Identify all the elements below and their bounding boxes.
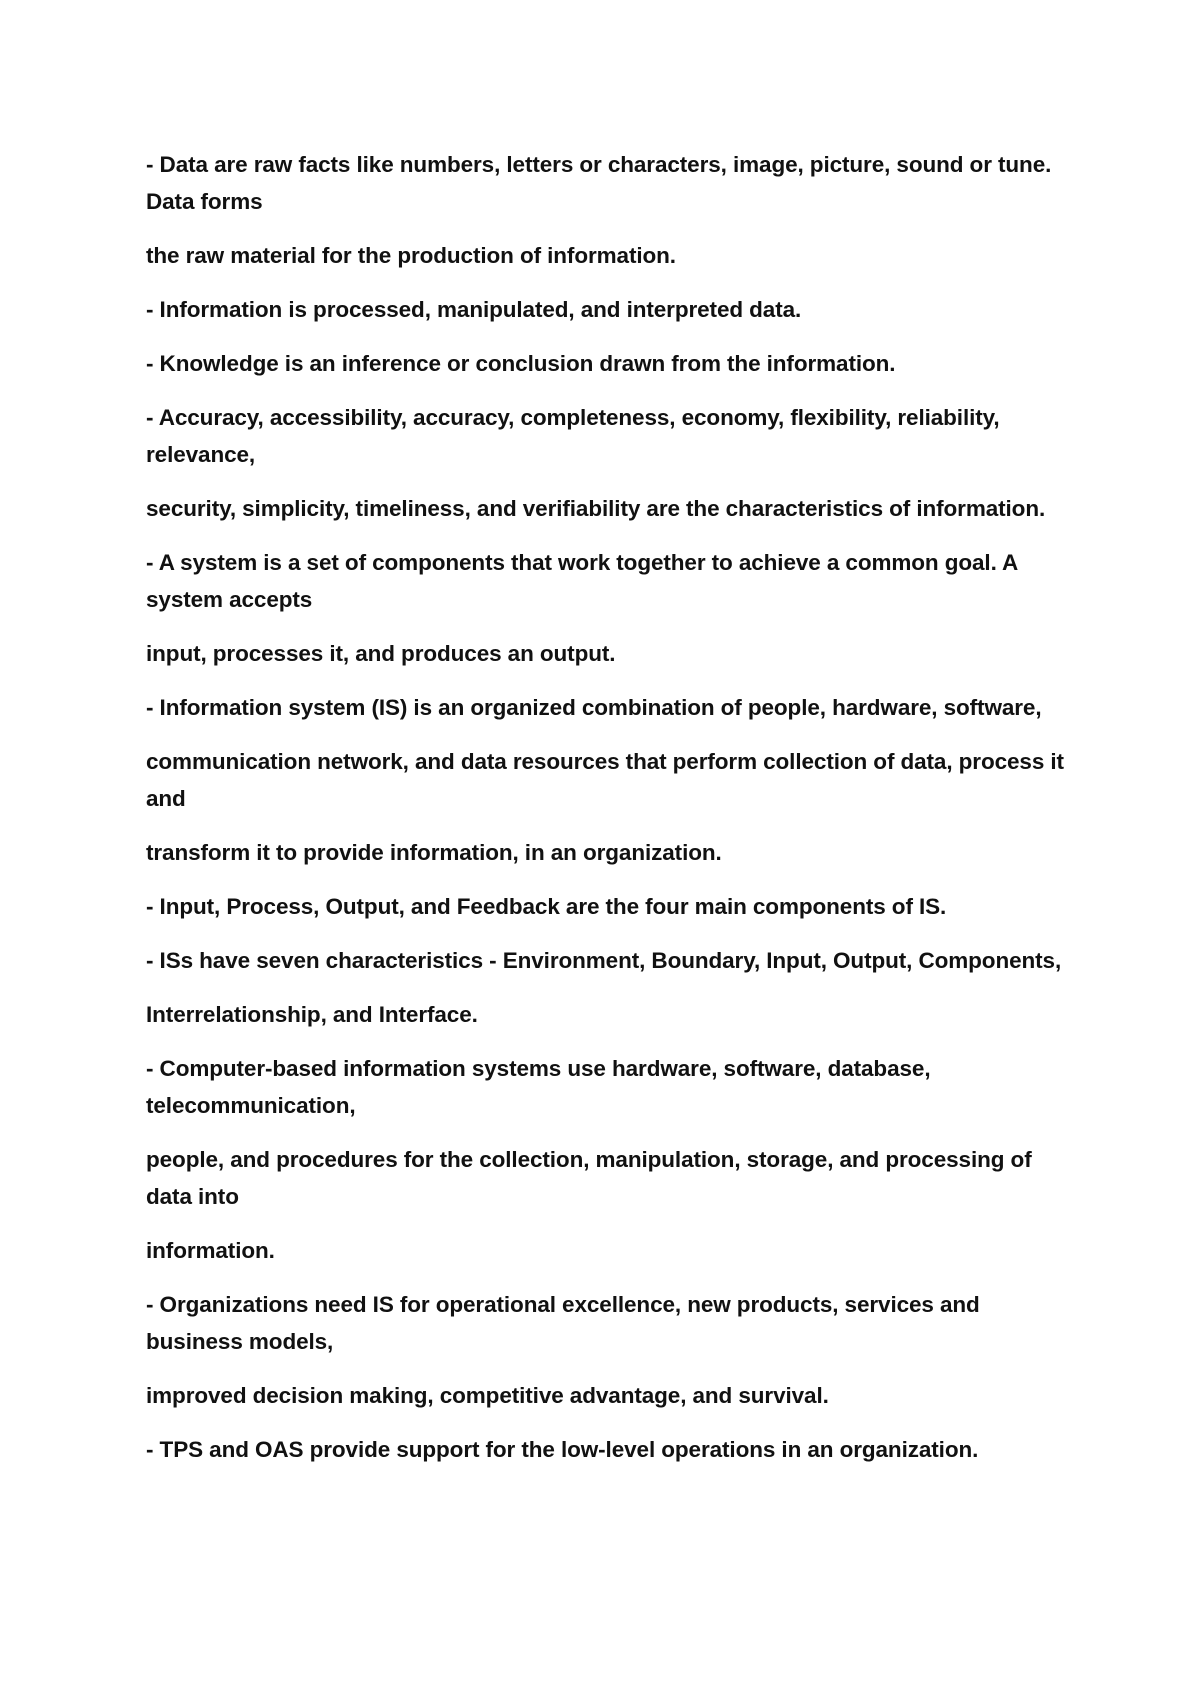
paragraph-8: input, processes it, and produces an output.	[146, 641, 616, 666]
paragraph-3: - Information is processed, manipulated, and interpreted data.	[146, 297, 802, 322]
paragraph-12: - Input, Process, Output, and Feedback are the four main components of IS.	[146, 894, 947, 919]
paragraph-1: - Data are raw facts like numbers, letters or characters, image, picture, sound or tune. Data forms	[146, 152, 1052, 214]
paragraph-19: improved decision making, competitive advantage, and survival.	[146, 1383, 829, 1408]
paragraph-17: information.	[146, 1238, 275, 1263]
paragraph-20: - TPS and OAS provide support for the low-level operations in an organization.	[146, 1437, 979, 1462]
paragraph-9: - Information system (IS) is an organized combination of people, hardware, software,	[146, 695, 1042, 720]
paragraph-5: - Accuracy, accessibility, accuracy, completeness, economy, flexibility, reliability, relevance,	[146, 405, 1000, 467]
paragraph-2: the raw material for the production of information.	[146, 243, 676, 268]
paragraph-11: transform it to provide information, in an organization.	[146, 840, 722, 865]
paragraph-6: security, simplicity, timeliness, and verifiability are the characteristics of information.	[146, 496, 1046, 521]
paragraph-13: - ISs have seven characteristics - Environment, Boundary, Input, Output, Components,	[146, 948, 1062, 973]
paragraph-16: people, and procedures for the collection, manipulation, storage, and processing of data into	[146, 1147, 1032, 1209]
document-body	[146, 146, 1076, 1485]
paragraph-14: Interrelationship, and Interface.	[146, 1002, 478, 1027]
paragraph-18: - Organizations need IS for operational excellence, new products, services and business models,	[146, 1292, 980, 1354]
paragraph-10: communication network, and data resources that perform collection of data, process it and	[146, 749, 1064, 811]
paragraph-7: - A system is a set of components that work together to achieve a common goal. A system accepts	[146, 550, 1018, 612]
paragraph-4: - Knowledge is an inference or conclusion drawn from the information.	[146, 351, 896, 376]
paragraph-15: - Computer-based information systems use hardware, software, database, telecommunication,	[146, 1056, 931, 1118]
